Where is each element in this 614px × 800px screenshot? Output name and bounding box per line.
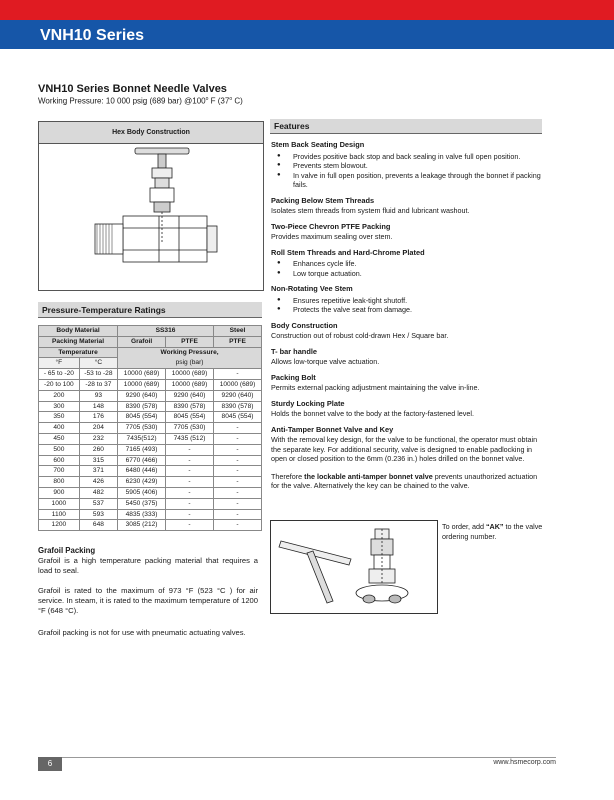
table-cell: 8390 (578) [118,401,166,412]
grafoil-section [38,546,258,576]
footer-divider [38,757,556,758]
vee-stem-heading: Non-Rotating Vee Stem [271,284,353,293]
table-cell: 260 [79,444,117,455]
table-cell: 8390 (578) [214,401,262,412]
table-cell: 204 [79,423,117,434]
table-row [39,520,262,531]
grafoil-header: Grafoil [118,336,166,347]
table-cell: - [166,487,214,498]
table-row [39,477,262,488]
working-pressure-header: Working Pressure, psig (bar) [118,347,262,369]
table-cell: -20 to 100 [39,379,80,390]
anti-tamper-heading: Anti-Tamper Bonnet Valve and Key [271,424,394,434]
table-cell: - [166,466,214,477]
packing-below-text: Isolates stem threads from system fluid and lubricant washout. [271,206,470,215]
table-cell: 5450 (375) [118,498,166,509]
steel-header: Steel [214,326,262,337]
page-number: 6 [38,757,62,771]
chevron-heading: Two-Piece Chevron PTFE Packing [271,221,391,231]
table-cell: - [214,477,262,488]
locking-plate-text: Holds the bonnet valve to the body at the factory-fastened level. [271,409,474,418]
tbar-heading: T- bar handle [271,346,317,356]
table-cell: - [214,487,262,498]
grafoil-p1: Grafoil is a high temperature packing material that requires a load to seal. [38,556,258,575]
therefore-text: Therefore the lockable anti-tamper bonnet valve prevents unauthorized actuation for the valve. Alternatively the key can be chained to the valve. [271,471,538,490]
table-cell: - [166,509,214,520]
temperature-header: Temperature [39,347,118,358]
hex-body-title: Hex Body Construction [39,122,263,144]
table-cell: 6770 (466) [118,455,166,466]
ptfe-steel-header: PTFE [214,336,262,347]
table-row [39,466,262,477]
table-cell: - 65 to -20 [39,369,80,380]
table-cell: 371 [79,466,117,477]
table-row [39,379,262,390]
table-cell: 8045 (554) [214,412,262,423]
table-cell: 400 [39,423,80,434]
packing-bolt-heading: Packing Bolt [271,372,316,382]
table-cell: 7435 (512) [166,433,214,444]
anti-tamper-text: With the removal key design, for the valve to be functional, the operator must obtain the separate key. For additional security, valve is designed to enable padlocking in open or closed position to the 6mm (0.236 in.) holes drilled on the bonnet valve. [271,435,538,463]
table-cell: 1100 [39,509,80,520]
doc-title: VNH10 Series Bonnet Needle Valves [38,83,227,95]
table-cell: 600 [39,455,80,466]
vee-stem-bullets [271,296,543,315]
table-cell: 6230 (429) [118,477,166,488]
celsius-header: °C [79,358,117,369]
table-cell: - [166,520,214,531]
body-material-header: Body Material [39,326,118,337]
footer-url[interactable]: www.hsmecorp.com [493,759,556,766]
grafoil-p3: Grafoil packing is not for use with pneumatic actuating valves. [38,628,246,637]
table-row [39,369,262,380]
table-cell: 593 [79,509,117,520]
fahrenheit-header: °F [39,358,80,369]
table-cell: 148 [79,401,117,412]
list-item: ● Prevents stem blowout. [271,161,543,171]
table-cell: - [166,444,214,455]
table-cell: - [166,455,214,466]
table-cell: 8045 (554) [166,412,214,423]
hex-body-figure [38,121,264,291]
table-cell: - [214,369,262,380]
table-cell: - [214,466,262,477]
chevron-text: Provides maximum sealing over stem. [271,232,393,241]
table-cell: - [214,423,262,434]
table-cell: 315 [79,455,117,466]
table-cell: 426 [79,477,117,488]
table-row [39,498,262,509]
table-row [39,412,262,423]
table-cell: - [214,520,262,531]
table-cell: 300 [39,401,80,412]
table-cell: 10000 (689) [166,369,214,380]
packing-material-header: Packing Material [39,336,118,347]
table-row [39,423,262,434]
table-cell: 10000 (689) [214,379,262,390]
list-item: ● Provides positive back stop and back sealing in valve full open position. [271,152,543,162]
grafoil-heading: Grafoil Packing [38,546,96,555]
table-cell: 4835 (333) [118,509,166,520]
table-cell: 93 [79,390,117,401]
pressure-temperature-table [38,325,262,531]
table-cell: 7705 (530) [166,423,214,434]
table-cell: 537 [79,498,117,509]
table-cell: - [166,498,214,509]
table-cell: -53 to -28 [79,369,117,380]
table-cell: 450 [39,433,80,444]
list-item: ● Ensures repetitive leak-tight shutoff. [271,296,543,306]
features-list [271,140,543,491]
list-item: ● In valve in full open position, prevents a leakage through the bonnet if packing fails. [271,171,543,190]
table-cell: 7705 (530) [118,423,166,434]
table-cell: 6480 (446) [118,466,166,477]
tbar-text: Allows low-torque valve actuation. [271,357,380,366]
table-cell: 7435(512) [118,433,166,444]
table-cell: 9290 (640) [214,390,262,401]
table-cell: -28 to 37 [79,379,117,390]
table-row [39,433,262,444]
table-cell: 9290 (640) [166,390,214,401]
ss316-header: SS316 [118,326,214,337]
table-row [39,401,262,412]
list-item: ● Enhances cycle life. [271,259,543,269]
series-title: VNH10 Series [40,27,145,44]
table-cell: - [214,455,262,466]
list-item: ● Low torque actuation. [271,269,543,279]
table-cell: 10000 (689) [166,379,214,390]
table-cell: 232 [79,433,117,444]
roll-stem-bullets [271,259,543,278]
table-cell: 176 [79,412,117,423]
grafoil-p2: Grafoil is rated to the maximum of 973 °F (523 °C ) for air service. In steam, it is rated to the maximum temperature of 1200 °F (648 °C). [38,586,258,615]
roll-stem-heading: Roll Stem Threads and Hard-Chrome Plated [271,247,425,257]
table-cell: 800 [39,477,80,488]
table-cell: 1200 [39,520,80,531]
table-cell: 3085 (212) [118,520,166,531]
table-cell: - [214,498,262,509]
table-cell: 8390 (578) [166,401,214,412]
table-cell: - [214,444,262,455]
table-cell: 9290 (640) [118,390,166,401]
anti-tamper-key-figure [270,520,438,614]
table-cell: - [214,509,262,520]
features-heading: Features [270,119,542,134]
table-row [39,390,262,401]
table-cell: - [166,477,214,488]
table-cell: 200 [39,390,80,401]
valve-drawing [39,144,263,289]
table-row [39,509,262,520]
packing-below-heading: Packing Below Stem Threads [271,195,375,205]
working-pressure: Working Pressure: 10 000 psig (689 bar) @100$^o$ F (37$^o$ C) [38,96,243,106]
table-cell: 700 [39,466,80,477]
table-cell: 10000 (689) [118,379,166,390]
table-cell: 500 [39,444,80,455]
packing-bolt-text: Permits external packing adjustment maintaining the valve in-line. [271,383,480,392]
stem-back-heading: Stem Back Seating Design [271,140,365,149]
header-red-band [0,0,614,20]
table-cell: 648 [79,520,117,531]
table-cell: 10000 (689) [118,369,166,380]
table-cell: 5905 (406) [118,487,166,498]
list-item: ● Protects the valve seat from damage. [271,305,543,315]
table-cell: 900 [39,487,80,498]
table-cell: 7165 (493) [118,444,166,455]
table-cell: 8045 (554) [118,412,166,423]
table-cell: 1000 [39,498,80,509]
table-cell: 482 [79,487,117,498]
table-cell: 350 [39,412,80,423]
pressure-temperature-heading: Pressure-Temperature Ratings [38,302,262,318]
table-row [39,487,262,498]
table-row [39,444,262,455]
table-row [39,455,262,466]
body-construction-heading: Body Construction [271,320,338,330]
locking-plate-heading: Sturdy Locking Plate [271,398,345,408]
ptfe-header: PTFE [166,336,214,347]
table-cell: - [214,433,262,444]
order-note: To order, add “AK” to the valve ordering number. [442,522,543,541]
body-construction-text: Construction out of robust cold-drawn Hex / Square bar. [271,331,449,340]
stem-back-bullets [271,152,543,190]
